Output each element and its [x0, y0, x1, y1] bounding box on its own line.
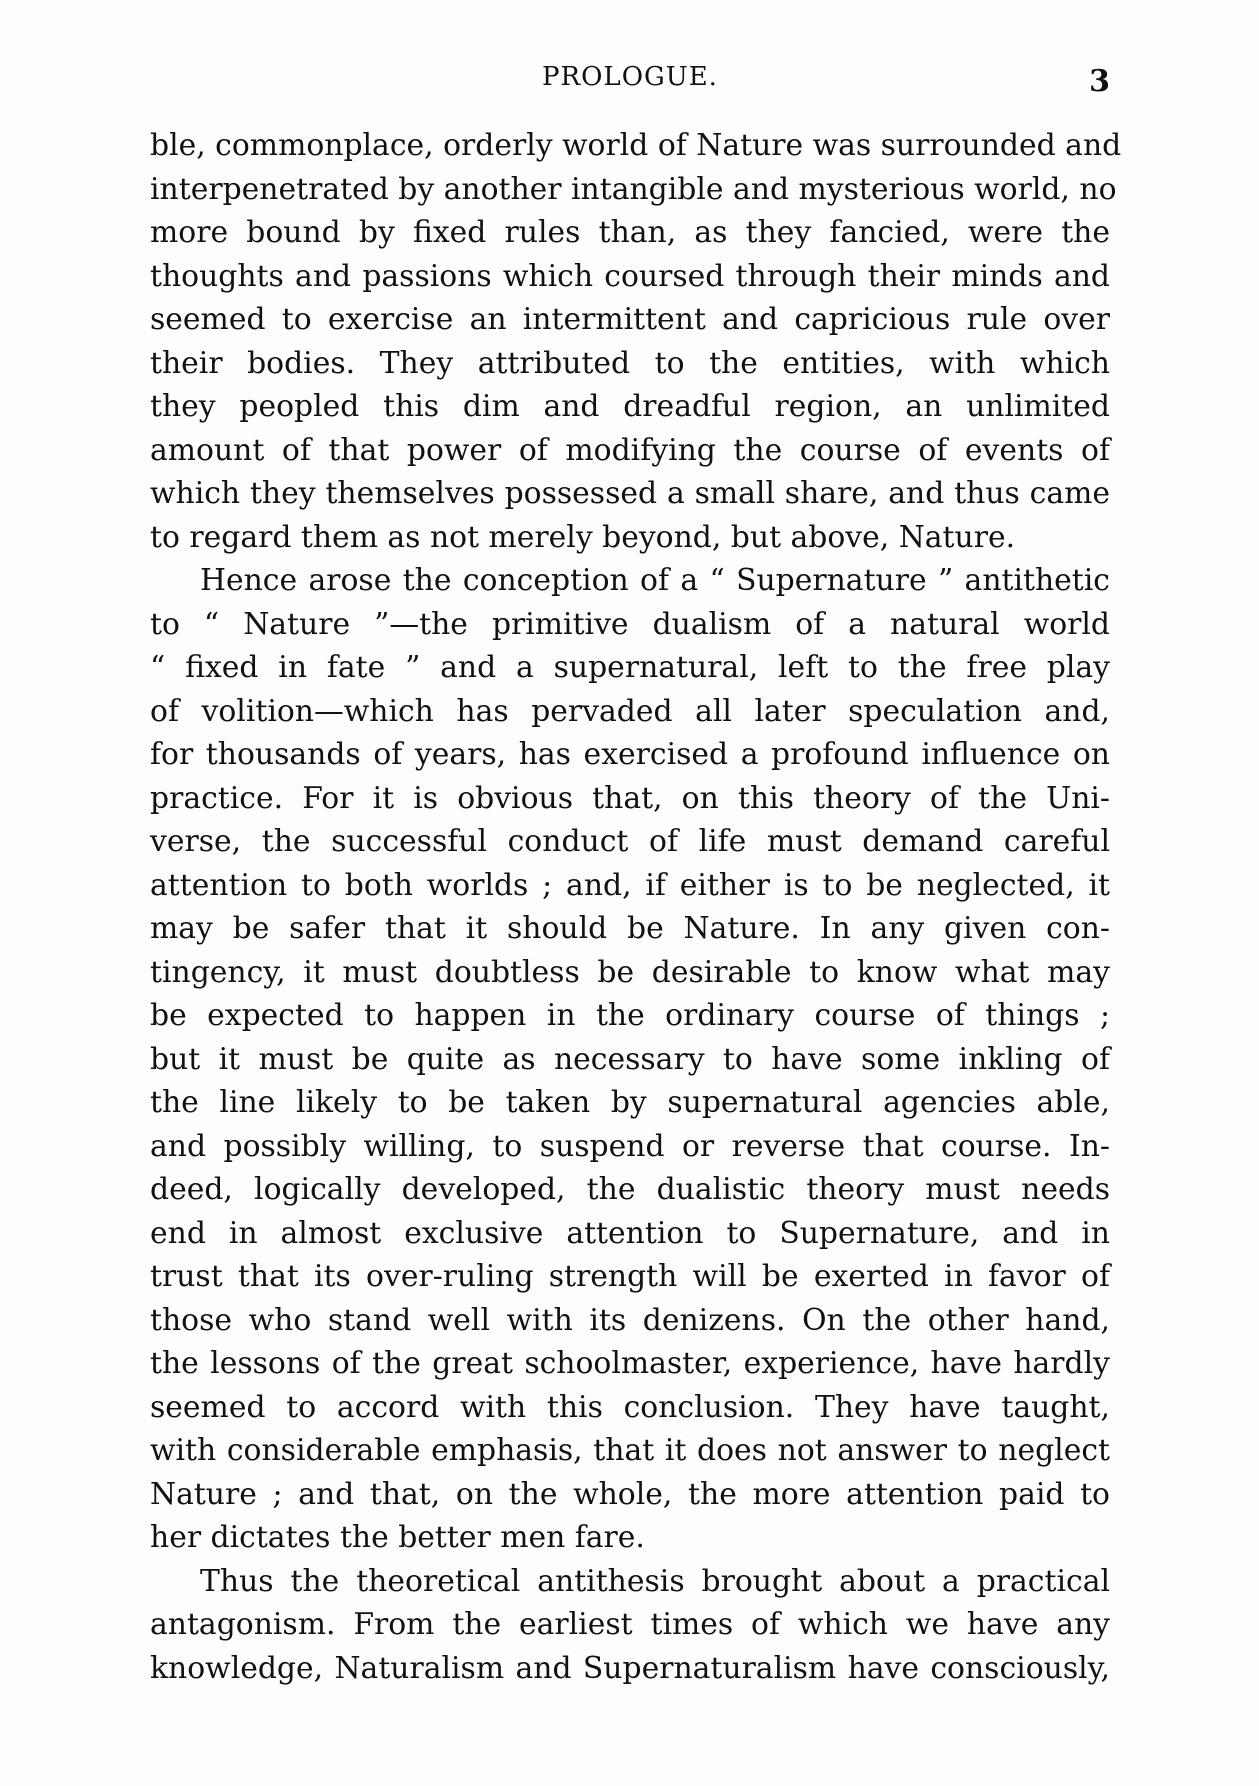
text-line: and possibly willing, to suspend or reverse that course. In-	[150, 1128, 1110, 1164]
text-line: her dictates the better men fare.	[150, 1520, 645, 1555]
text-line: trust that its over-ruling strength will be exerted in favor of	[150, 1259, 1110, 1294]
text-line: which they themselves possessed a small share, and thus came	[150, 476, 1110, 511]
text-line: those who stand well with its denizens. On the other hand,	[150, 1302, 1110, 1338]
paragraph	[150, 1560, 1110, 1691]
page-header	[150, 52, 1110, 99]
text-line: with considerable emphasis, that it does not answer to neglect	[150, 1433, 1110, 1468]
page-number: 3	[1089, 64, 1110, 99]
text-line: interpenetrated by another intangible and mysterious world, no	[150, 171, 1117, 207]
text-line: tingency, it must doubtless be desirable to know what may	[150, 954, 1110, 990]
text-line: may be safer that it should be Nature. In any given con-	[150, 911, 1110, 946]
body-text	[150, 124, 1122, 1690]
text-line: for thousands of years, has exercised a profound influence on	[150, 737, 1110, 772]
running-head: PROLOGUE.	[542, 62, 718, 92]
paragraph	[150, 559, 1110, 1560]
text-line: the lessons of the great schoolmaster, experience, have hardly	[150, 1346, 1110, 1381]
text-line: ble, commonplace, orderly world of Nature was surrounded and	[150, 128, 1122, 163]
text-line: antagonism. From the earliest times of which we have any	[150, 1607, 1110, 1642]
text-line: the line likely to be taken by supernatural agencies able,	[150, 1085, 1110, 1120]
text-line: more bound by fixed rules than, as they fancied, were the	[150, 215, 1110, 250]
text-line: verse, the successful conduct of life must demand careful	[150, 824, 1110, 859]
text-line: their bodies. They attributed to the entities, with which	[150, 345, 1110, 381]
text-line: Hence arose the conception of a “ Supernature ” antithetic	[200, 563, 1110, 598]
text-line: be expected to happen in the ordinary course of things ;	[150, 998, 1110, 1033]
text-line: to regard them as not merely beyond, but above, Nature.	[150, 519, 1016, 555]
text-line: Nature ; and that, on the whole, the more attention paid to	[150, 1476, 1110, 1512]
text-line: seemed to accord with this conclusion. They have taught,	[150, 1389, 1110, 1425]
text-line: seemed to exercise an intermittent and capricious rule over	[150, 302, 1110, 337]
text-line: but it must be quite as necessary to have some inkling of	[150, 1041, 1110, 1077]
text-line: deed, logically developed, the dualistic theory must needs	[150, 1172, 1110, 1207]
text-line: of volition—which has pervaded all later speculation and,	[150, 693, 1110, 729]
text-line: they peopled this dim and dreadful region, an unlimited	[150, 389, 1110, 424]
text-line: to “ Nature ”—the primitive dualism of a natural world	[150, 606, 1110, 642]
text-line: attention to both worlds ; and, if either is to be neglected, it	[150, 867, 1110, 903]
paragraph	[150, 124, 1122, 559]
text-line: amount of that power of modifying the course of events of	[150, 432, 1110, 468]
text-line: “ fixed in fate ” and a supernatural, left to the free play	[150, 650, 1110, 685]
text-line: thoughts and passions which coursed through their minds and	[150, 258, 1110, 294]
text-line: Thus the theoretical antithesis brought about a practical	[200, 1563, 1110, 1599]
text-line: knowledge, Naturalism and Supernaturalism have consciously,	[150, 1650, 1110, 1686]
text-line: practice. For it is obvious that, on this theory of the Uni-	[150, 780, 1110, 816]
text-line: end in almost exclusive attention to Supernature, and in	[150, 1215, 1110, 1251]
